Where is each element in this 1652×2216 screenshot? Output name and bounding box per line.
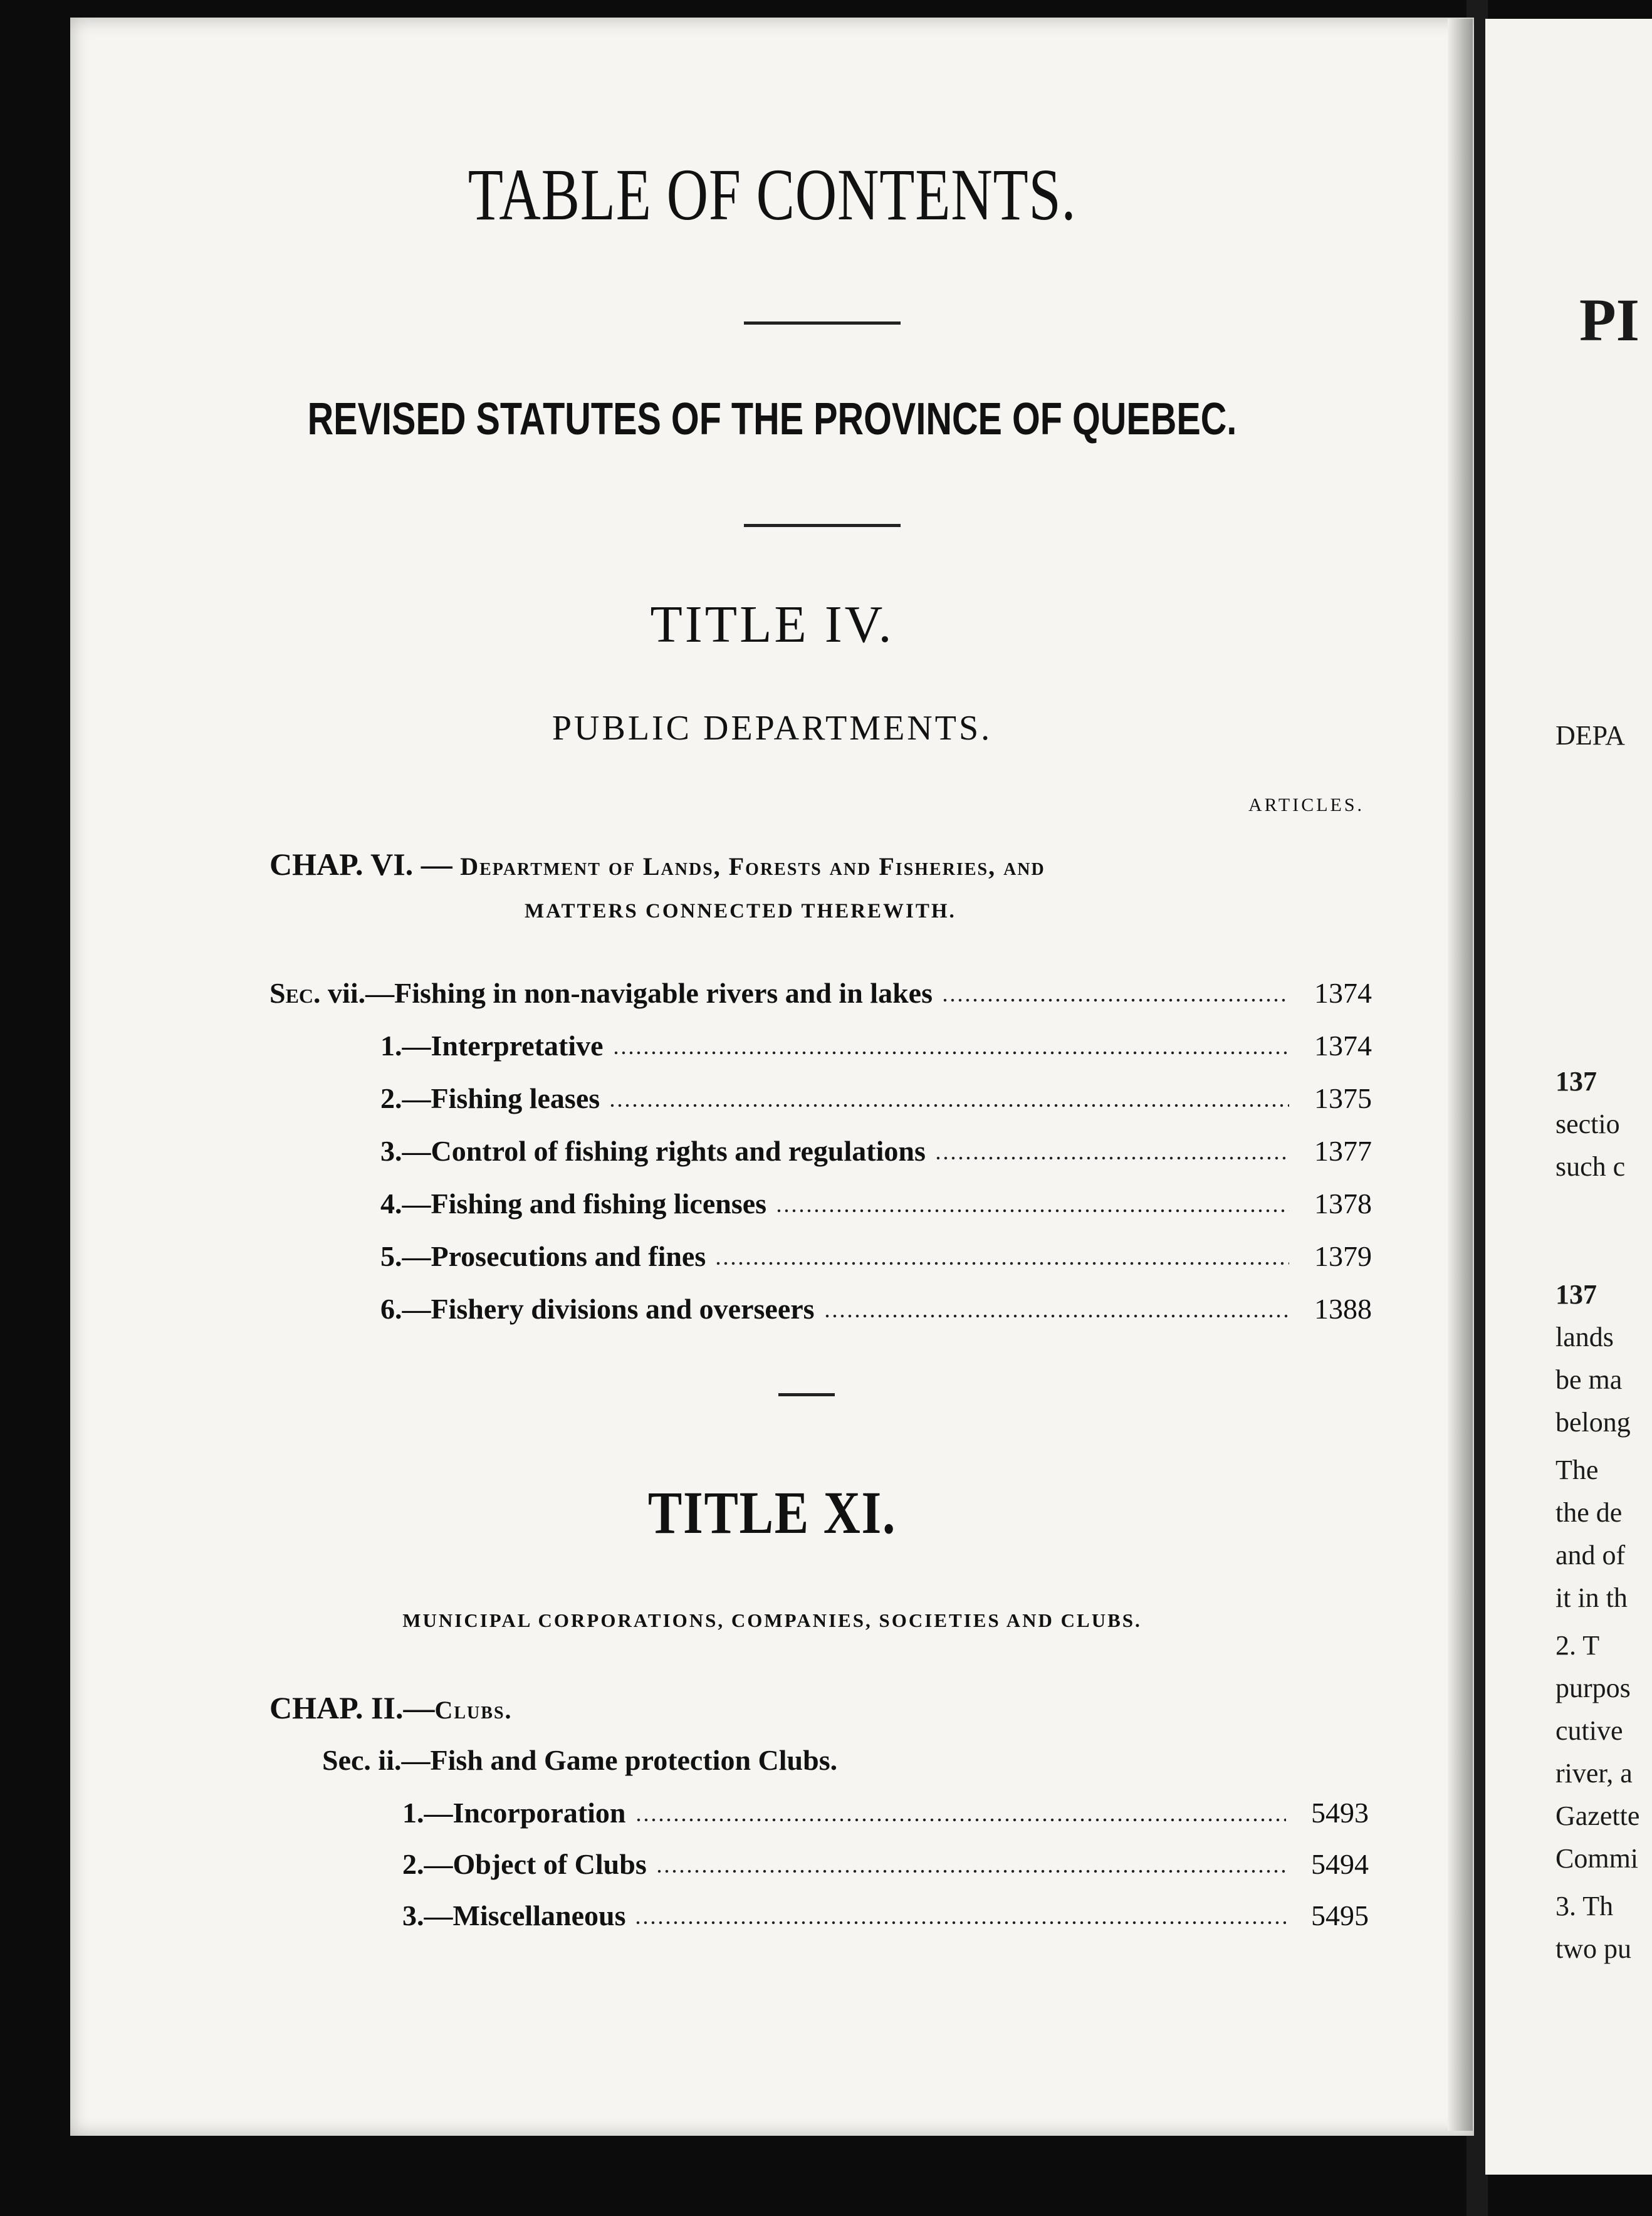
facing-page-text: belong xyxy=(1555,1407,1631,1438)
toc-entry-text: 2.—Object of Clubs xyxy=(402,1848,647,1880)
toc-entry-label xyxy=(402,1899,625,1932)
facing-page-text: purpos xyxy=(1555,1673,1631,1703)
facing-page-text: 137 xyxy=(1555,1279,1597,1310)
chapter-ii-heading xyxy=(269,1690,513,1726)
toc-entry-text: vii.—Fishing in non-navigable rivers and in lakes xyxy=(320,977,933,1009)
dot-leader xyxy=(612,1050,1289,1055)
facing-page-text: 2. T xyxy=(1555,1630,1600,1661)
section-divider xyxy=(778,1393,835,1396)
toc-row xyxy=(380,1240,1389,1277)
dot-leader xyxy=(634,1920,1286,1925)
toc-row xyxy=(269,976,1389,1014)
toc-entry-label xyxy=(402,1848,647,1881)
toc-entry-label xyxy=(380,1187,766,1220)
dot-leader xyxy=(609,1103,1289,1108)
chapter-vi-subheading: MATTERS CONNECTED THEREWITH. xyxy=(525,900,956,922)
facing-page-text: 137 xyxy=(1555,1066,1597,1097)
toc-entry-page: 1377 xyxy=(1314,1135,1372,1167)
dot-leader xyxy=(656,1869,1286,1874)
chapter-vi-number: CHAP. VI. — xyxy=(269,847,461,882)
title-iv-heading: TITLE IV. xyxy=(650,595,894,654)
page-subtitle: REVISED STATUTES OF THE PROVINCE OF QUEBEC. xyxy=(307,394,1237,444)
facing-page-text: PI xyxy=(1579,286,1639,353)
facing-page-text: such c xyxy=(1555,1151,1626,1182)
toc-entry-page: 1388 xyxy=(1314,1293,1372,1325)
dot-leader xyxy=(775,1208,1289,1213)
toc-entry-page: 1374 xyxy=(1314,1030,1372,1062)
facing-page-text: DEPA xyxy=(1555,720,1625,751)
toc-entry-text: 4.—Fishing and fishing licenses xyxy=(380,1188,767,1220)
toc-entry-text: 1.—Interpretative xyxy=(380,1030,604,1062)
dot-leader xyxy=(941,998,1289,1003)
dot-leader xyxy=(714,1261,1289,1266)
toc-entry-label xyxy=(380,1082,600,1115)
toc-entry-text: 2.—Fishing leases xyxy=(380,1082,600,1114)
facing-page-text: be ma xyxy=(1555,1364,1623,1395)
dot-leader xyxy=(934,1156,1289,1161)
toc-entry-label xyxy=(380,1240,706,1273)
page-edge xyxy=(1448,19,1473,2131)
toc-entry-page: 5493 xyxy=(1311,1797,1369,1829)
dot-leader xyxy=(635,1817,1287,1822)
toc-entry-text: 1.—Incorporation xyxy=(402,1797,626,1829)
toc-entry-page: 1378 xyxy=(1314,1188,1372,1220)
facing-page-text: 3. Th xyxy=(1555,1891,1614,1921)
toc-row xyxy=(402,1899,1386,1936)
chapter-vi-name: Department of Lands, Forests and Fisheries, and xyxy=(460,852,1045,881)
facing-page-text: it in th xyxy=(1555,1582,1628,1613)
facing-page-text: river, a xyxy=(1555,1758,1633,1789)
chapter-ii-number: CHAP. II.— xyxy=(269,1690,435,1725)
facing-page-text: The xyxy=(1555,1455,1599,1485)
toc-entry-page: 5495 xyxy=(1311,1900,1369,1931)
toc-row xyxy=(380,1292,1389,1330)
facing-page-text: lands xyxy=(1555,1322,1614,1352)
toc-entry-label xyxy=(380,1134,926,1168)
facing-page-text: the de xyxy=(1555,1497,1623,1528)
facing-page-text: and of xyxy=(1555,1540,1626,1571)
toc-row xyxy=(380,1187,1389,1225)
toc-entry-label xyxy=(380,1292,815,1325)
facing-page-text: two pu xyxy=(1555,1933,1631,1964)
section-ii-heading: Sec. ii.—Fish and Game protection Clubs. xyxy=(322,1744,838,1776)
title-xi-heading: TITLE XI. xyxy=(647,1479,897,1546)
toc-entry-label xyxy=(380,1029,604,1062)
dot-leader xyxy=(823,1314,1289,1319)
chapter-ii-name: Clubs. xyxy=(434,1696,513,1724)
toc-row xyxy=(402,1796,1386,1834)
articles-label: ARTICLES. xyxy=(1248,795,1365,815)
toc-row xyxy=(380,1029,1389,1067)
facing-page-text: Commi xyxy=(1555,1843,1639,1874)
toc-entry-text: 3.—Miscellaneous xyxy=(402,1900,626,1931)
contents-page xyxy=(70,18,1474,2136)
subtitle-divider xyxy=(744,524,901,527)
chapter-vi-heading xyxy=(269,846,1045,882)
facing-page-text: sectio xyxy=(1555,1109,1620,1139)
facing-page-text: Gazette xyxy=(1555,1800,1640,1831)
toc-entry-page: 1374 xyxy=(1314,977,1372,1009)
title-iv-subheading: PUBLIC DEPARTMENTS. xyxy=(552,709,993,748)
facing-page-text: cutive xyxy=(1555,1715,1623,1746)
toc-entry-text: 3.—Control of fishing rights and regulations xyxy=(380,1135,926,1167)
toc-row xyxy=(380,1082,1389,1119)
toc-entry-page: 1379 xyxy=(1314,1240,1372,1272)
toc-entry-text: 6.—Fishery divisions and overseers xyxy=(380,1293,815,1325)
facing-page xyxy=(1485,19,1652,2175)
title-xi-subheading: MUNICIPAL CORPORATIONS, COMPANIES, SOCIETIES AND CLUBS. xyxy=(402,1609,1142,1631)
toc-entry-page: 1375 xyxy=(1314,1082,1372,1114)
title-divider xyxy=(744,321,901,325)
toc-entry-text: 5.—Prosecutions and fines xyxy=(380,1240,706,1272)
toc-entry-label xyxy=(269,976,933,1010)
toc-entry-page: 5494 xyxy=(1311,1848,1369,1880)
toc-row xyxy=(380,1134,1389,1172)
page-title: TABLE OF CONTENTS. xyxy=(468,154,1077,236)
toc-row xyxy=(402,1848,1386,1885)
toc-entry-label-prefix: Sec. xyxy=(269,977,321,1009)
toc-entry-label xyxy=(402,1796,626,1829)
